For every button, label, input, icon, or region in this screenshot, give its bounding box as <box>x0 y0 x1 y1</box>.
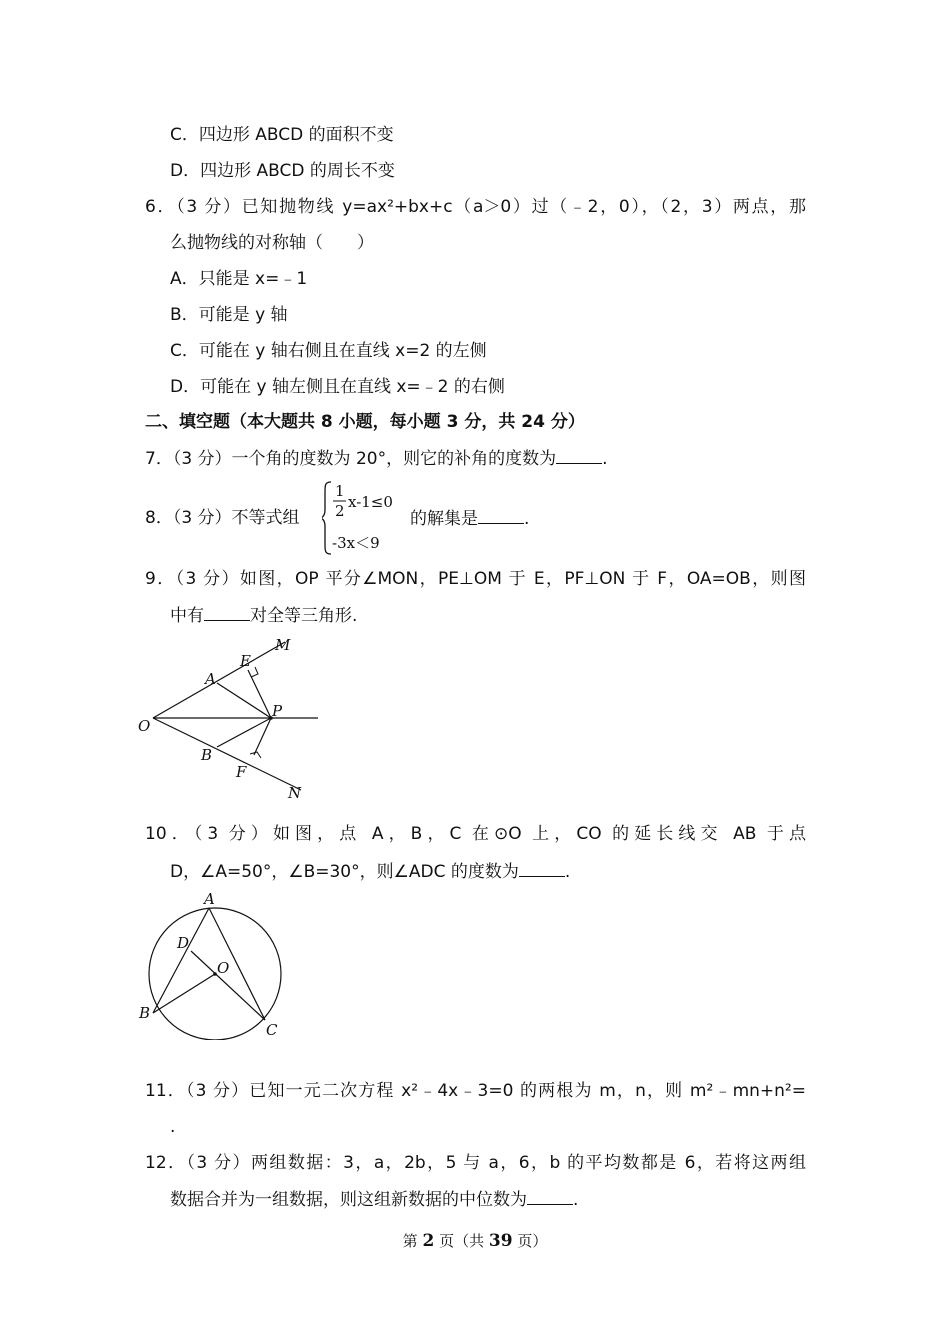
question-6-stem-line1: 6．（3 分）已知抛物线 y=ax²+bx+c（a＞0）过（﹣2，0），（2，3）两点，那 <box>145 197 806 217</box>
answer-blank <box>527 1188 573 1205</box>
label-a: A <box>205 670 216 688</box>
question-7-text: 7．（3 分）一个角的度数为 20°，则它的补角的度数为 <box>145 449 557 469</box>
section-heading-fill-in: 二、填空题（本大题共 8 小题，每小题 3 分，共 24 分） <box>145 412 585 432</box>
question-6-option-d: D．可能在 y 轴左侧且在直线 x=﹣2 的右侧 <box>170 377 505 397</box>
label-b: B <box>139 1004 151 1022</box>
question-6-option-b: B．可能是 y 轴 <box>170 305 288 325</box>
question-12-end: . <box>573 1190 579 1210</box>
label-f: F <box>236 763 247 781</box>
label-o: O <box>217 959 230 977</box>
footer-mid: 页（共 <box>439 1232 485 1250</box>
label-e: E <box>240 652 251 670</box>
question-9-stem-line1: 9．（3 分）如图，OP 平分∠MON，PE⊥OM 于 E，PF⊥ON 于 F，OA=OB，则图 <box>145 569 806 589</box>
label-c: C <box>266 1021 278 1039</box>
answer-blank <box>519 860 565 877</box>
question-5-option-c: C．四边形 ABCD 的面积不变 <box>170 125 394 145</box>
question-9-text: 中有 <box>170 606 204 626</box>
footer-pre: 第 <box>402 1232 418 1250</box>
inequality-system <box>322 480 412 556</box>
question-7 <box>145 447 607 470</box>
footer-total-pages: 39 <box>488 1231 513 1251</box>
question-6-option-c: C．可能在 y 轴右侧且在直线 x=2 的左侧 <box>170 341 487 361</box>
question-10-stem-line1: 10．（3 分）如图，点 A，B，C 在⊙O 上，CO 的延长线交 AB 于点 <box>145 824 806 844</box>
fraction-numerator: 1 <box>335 482 345 500</box>
question-9-stem-line2 <box>170 604 357 627</box>
segment-pb <box>217 718 271 747</box>
label-a: A <box>204 890 215 908</box>
label-b: B <box>201 746 213 764</box>
figure-angle-bisector <box>135 630 335 805</box>
right-angle-mark-f <box>250 752 261 758</box>
question-11-stem-line1: 11．（3 分）已知一元二次方程 x²﹣4x﹣3=0 的两根为 m，n，则 m²﹣mn+n²= <box>145 1081 806 1101</box>
question-9-end: 对全等三角形. <box>250 606 358 626</box>
question-8-end: . <box>524 509 530 529</box>
footer-page-number: 2 <box>422 1231 435 1251</box>
answer-blank <box>556 447 602 464</box>
right-angle-mark-e <box>251 667 258 677</box>
label-m: M <box>275 636 291 654</box>
question-11-stem-line2: . <box>170 1117 176 1137</box>
segment-pf <box>254 718 271 755</box>
inequality-1: x-1≤0 <box>348 493 393 511</box>
figure-circle <box>135 890 295 1040</box>
question-12-text: 数据合并为一组数据，则这组新数据的中位数为 <box>170 1190 527 1210</box>
label-d: D <box>177 934 190 952</box>
footer-post: 页） <box>517 1232 548 1250</box>
question-6-option-a: A．只能是 x=﹣1 <box>170 269 308 289</box>
question-5-option-d: D．四边形 ABCD 的周长不变 <box>170 161 395 181</box>
question-10-stem-line2 <box>170 860 570 883</box>
label-p: P <box>272 702 283 720</box>
segment-bo <box>153 974 215 1013</box>
label-n: N <box>288 784 302 802</box>
question-7-end: . <box>602 449 608 469</box>
ray-on <box>153 718 301 790</box>
inequality-2: -3x＜9 <box>332 534 380 552</box>
answer-blank <box>478 507 524 524</box>
question-12-stem-line2 <box>170 1188 578 1211</box>
answer-blank <box>204 604 250 621</box>
question-6-stem-line2: 么抛物线的对称轴（ ） <box>170 233 374 253</box>
question-10-end: . <box>564 862 571 882</box>
system-brace <box>322 482 331 554</box>
question-8-tail <box>410 507 529 530</box>
question-8-lead: 8．（3 分）不等式组 <box>145 508 300 528</box>
fraction-denominator: 2 <box>335 502 345 520</box>
question-8-text: 的解集是 <box>410 509 478 529</box>
label-o: O <box>138 717 151 735</box>
page-footer <box>0 1230 950 1251</box>
question-12-stem-line1: 12．（3 分）两组数据：3，a，2b，5 与 a，6，b 的平均数都是 6，若将这两组 <box>145 1153 806 1173</box>
question-10-text: D，∠A=50°，∠B=30°，则∠ADC 的度数为 <box>170 862 519 882</box>
